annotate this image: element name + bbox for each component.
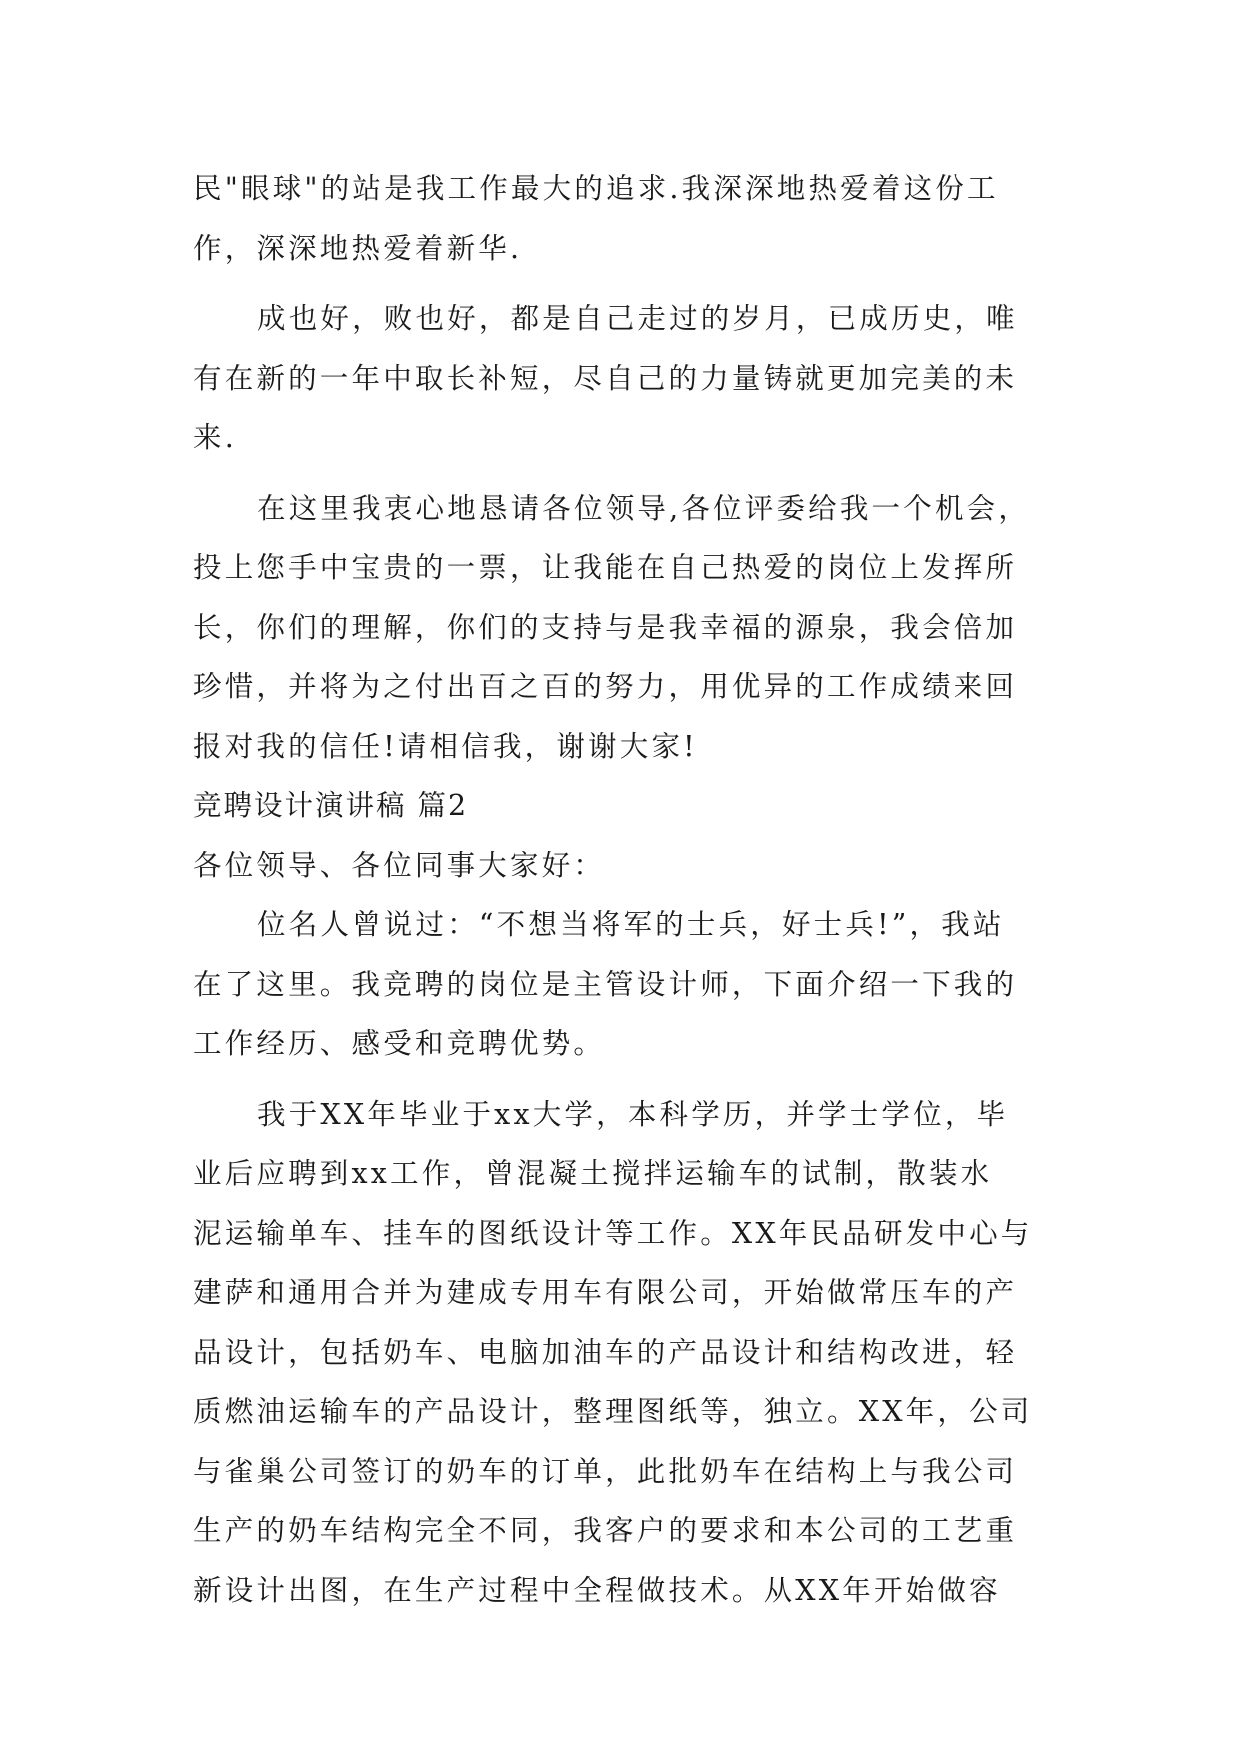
paragraph-line: 工作经历、感受和竞聘优势。 (193, 1027, 606, 1060)
paragraph-line: 作，深深地热爱着新华. (193, 231, 523, 265)
paragraph-line: 建萨和通用合并为建成专用车有限公司，开始做常压车的产 (193, 1276, 1018, 1309)
paragraph-line: 民"眼球"的站是我工作最大的追求.我深深地热爱着这份工 (193, 172, 999, 205)
paragraph-line: 生产的奶车结构完全不同，我客户的要求和本公司的工艺重 (193, 1514, 1018, 1547)
paragraph-line: 新设计出图，在生产过程中全程做技术。从XX年开始做容 (193, 1573, 1001, 1607)
paragraph-line: 来. (193, 421, 237, 454)
paragraph-line: 珍惜，并将为之付出百之百的努力，用优异的工作成绩来回 (193, 670, 1018, 703)
document-body (193, 159, 1053, 1620)
paragraph-line: 报对我的信任!请相信我，谢谢大家! (193, 729, 698, 763)
paragraph-line: 投上您手中宝贵的一票，让我能在自己热爱的岗位上发挥所 (193, 551, 1018, 584)
paragraph-line: 业后应聘到xx工作，曾混凝土搅拌运输车的试制，散装水 (193, 1157, 993, 1190)
paragraph-line: 质燃油运输车的产品设计，整理图纸等，独立。XX年，公司 (193, 1395, 1033, 1428)
paragraph-line: 位名人曾说过：“不想当将军的士兵，好士兵!”，我站 (257, 908, 1005, 941)
paragraph-line: 成也好，败也好，都是自己走过的岁月，已成历史，唯 (257, 302, 1018, 335)
salutation-line: 各位领导、各位同事大家好： (193, 848, 606, 882)
paragraph-line: 泥运输单车、挂车的图纸设计等工作。XX年民品研发中心与 (193, 1216, 1033, 1250)
paragraph-line: 与雀巢公司签订的奶车的订单，此批奶车在结构上与我公司 (193, 1454, 1018, 1488)
section-heading: 竞聘设计演讲稿 篇2 (193, 789, 469, 822)
paragraph-line: 我于XX年毕业于xx大学，本科学历，并学士学位，毕 (257, 1097, 1009, 1131)
paragraph-line: 品设计，包括奶车、电脑加油车的产品设计和结构改进，轻 (193, 1335, 1018, 1369)
paragraph-line: 有在新的一年中取长补短，尽自己的力量铸就更加完美的未 (193, 361, 1018, 395)
paragraph-line: 在这里我衷心地恳请各位领导,各位评委给我一个机会， (257, 491, 1031, 525)
paragraph-line: 在了这里。我竞聘的岗位是主管设计师，下面介绍一下我的 (193, 967, 1018, 1001)
paragraph-line: 长，你们的理解，你们的支持与是我幸福的源泉，我会倍加 (193, 610, 1018, 644)
